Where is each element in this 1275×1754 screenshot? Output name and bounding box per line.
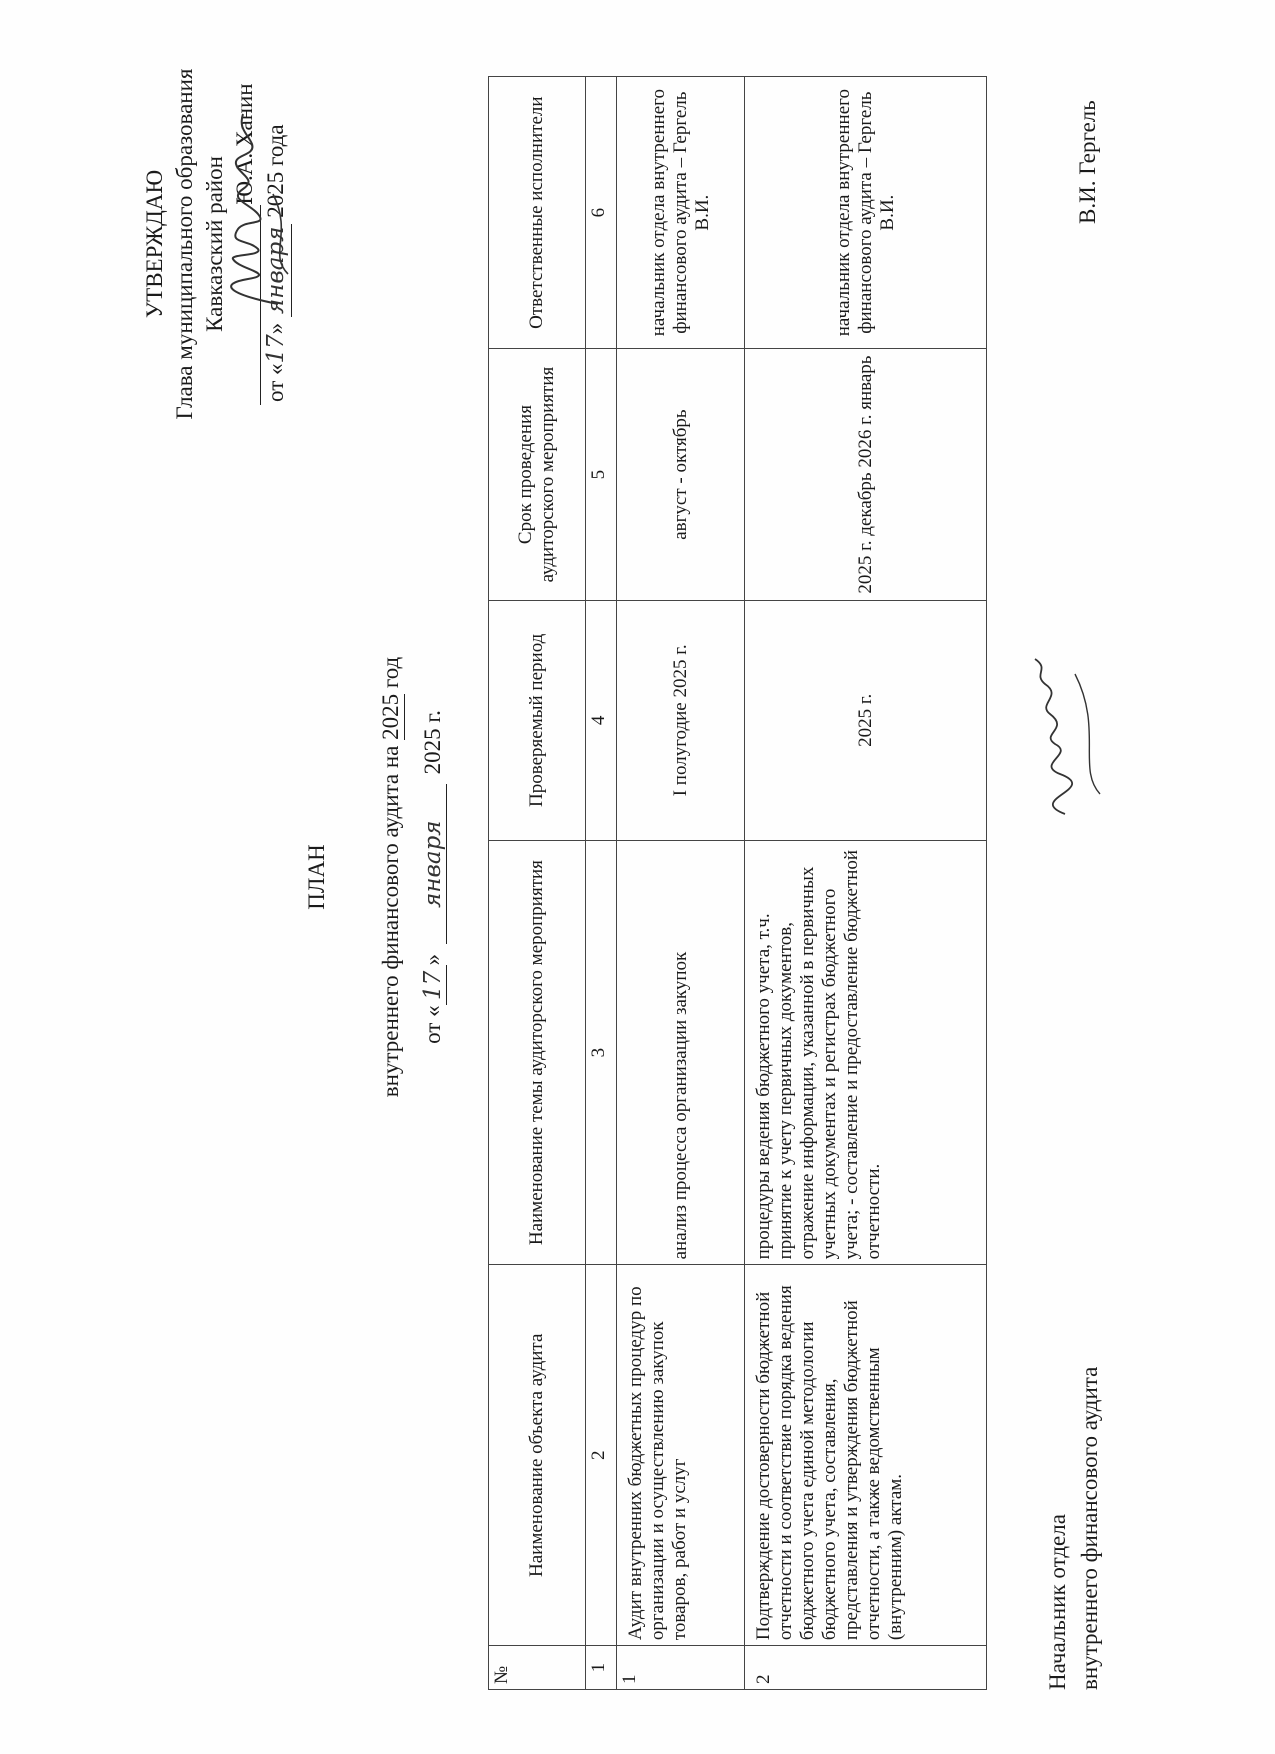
header-object: Наименование объекта аудита [489,1265,586,1646]
approval-heading: УТВЕРЖДАЮ [142,169,167,319]
header-responsible: Ответственные исполнители [489,77,586,349]
table-index-row [586,77,617,1690]
subtitle-year: 2025 [378,693,403,740]
signature-position-line2: внутреннего финансового аудита [1077,1366,1102,1690]
subtitle-post: год [378,656,403,694]
audit-plan-table [488,76,987,1690]
table-row [617,77,745,1690]
approval-position: Глава муниципального образования [172,68,197,420]
index-cell: 2 [586,1265,617,1646]
approval-signer: Ю.А. Ханин [232,83,257,205]
row-topic: процедуры ведения бюджетного учета, т.ч. принятие к учету первичных документов, отражение информации, указанной в первичных учетных документах и регистрах бюджетного учета; - составление и предоставление бюджетной отчетности. [745,840,987,1265]
row-topic: анализ процесса организации закупок [617,840,745,1265]
page-title: ПЛАН [304,844,329,910]
auditor-signature [1005,654,1115,824]
row-number: 1 [617,1646,745,1690]
plan-date [420,0,447,1754]
plan-date-close: » [420,953,445,966]
header-term: Срок проведения аудиторского мероприятия [489,349,586,601]
plan-date-prefix: от « [420,1005,445,1044]
head-signature [208,104,298,314]
approval-date-suffix: 2025 года [263,124,288,218]
index-cell: 4 [586,600,617,840]
signature-position-line1: Начальник отдела [1045,1514,1070,1690]
plan-date-year: 2025 г. [420,710,445,775]
plan-date-day: 17 [420,965,447,1005]
header-number: № [489,1646,586,1690]
row-period: 2025 г. [745,600,987,840]
approval-date-month: января [261,224,292,317]
row-object: Аудит внутренних бюджетных процедур по организации и осуществлению закупок товаров, работ и услуг [617,1265,745,1646]
approval-date-close: » [263,322,288,335]
approval-district: Кавказский район [202,156,227,332]
index-cell: 1 [586,1646,617,1690]
row-term: август - октябрь [617,349,745,601]
plan-date-month: января [420,784,447,944]
table-header-row [489,77,586,1690]
subtitle-pre: внутреннего финансового аудита на [378,739,403,1098]
index-cell: 5 [586,349,617,601]
header-topic: Наименование темы аудиторского мероприятия [489,840,586,1265]
header-period: Проверяемый период [489,600,586,840]
row-responsible: начальник отдела внутреннего финансового аудита – Гергель В.И. [745,77,987,349]
index-cell: 3 [586,840,617,1265]
approval-date-day: 17 [263,334,289,364]
page-subtitle [378,0,405,1754]
row-term: 2025 г. декабрь 2026 г. январь [745,349,987,601]
row-number: 2 [745,1646,987,1690]
index-cell: 6 [586,77,617,349]
row-responsible: начальник отдела внутреннего финансового аудита – Гергель В.И. [617,77,745,349]
signature-position [1042,1367,1106,1690]
table-row [745,77,987,1690]
row-object: Подтверждение достоверности бюджетной отчетности и соответствие порядка ведения бюджетного учета единой методологии бюджетного учета, составления, представления и утверждения бюджетной отчетности, а также ведомственным (внутренним) актам. [745,1265,987,1646]
row-period: I полугодие 2025 г. [617,600,745,840]
signature-name: В.И. Гергель [1075,100,1100,224]
approval-date-prefix: от « [263,363,288,402]
